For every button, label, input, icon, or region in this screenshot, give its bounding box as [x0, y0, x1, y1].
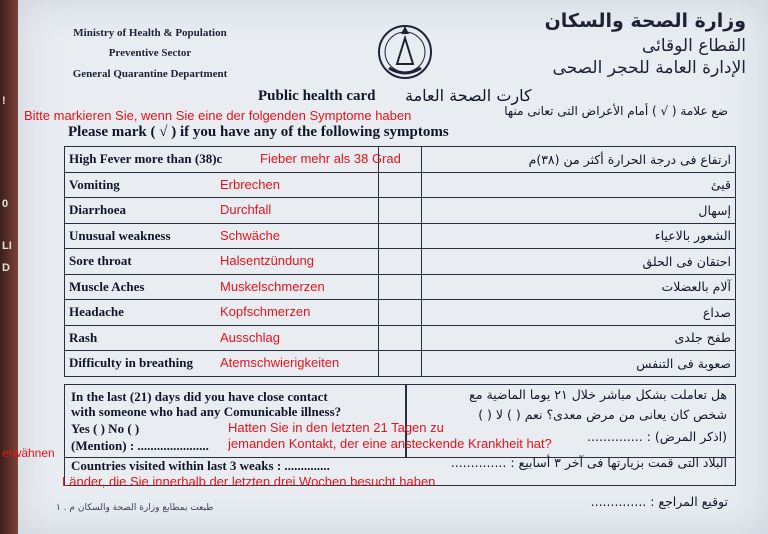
symptom-ar: قيئ [422, 172, 736, 198]
ministry-ar: وزارة الصحة والسكان [544, 10, 746, 32]
symptom-checkbox[interactable] [379, 325, 422, 351]
edge-text-3: LI [2, 240, 12, 252]
symptom-table [64, 146, 736, 377]
card-title-ar: كارت الصحة العامة [405, 86, 532, 105]
symptom-de: Erbrechen [220, 176, 280, 192]
symptom-row [65, 300, 736, 326]
symptom-row [65, 325, 736, 351]
ministry-logo-icon [375, 20, 435, 82]
card-title-en: Public health card [258, 88, 376, 104]
contact-question-de1: Hatten Sie in den letzten 21 Tagen zu [228, 420, 444, 435]
printer-footer: طبعت بمطابع وزارة الصحة والسكان م . ١ [56, 503, 214, 513]
symptom-row [65, 351, 736, 377]
symptom-ar: آلام بالعضلات [422, 274, 736, 300]
department-en: General Quarantine Department [72, 68, 228, 80]
symptom-ar: احتقان فى الحلق [422, 249, 736, 275]
symptom-ar: إسهال [422, 198, 736, 224]
contact-mention-field[interactable]: (Mention) : ...................... [71, 438, 209, 453]
instruction-en: Please mark ( √ ) if you have any of the following symptoms [68, 124, 449, 140]
edge-text-1: ! [2, 95, 6, 107]
symptom-row [65, 249, 736, 275]
countries-de: Länder, die Sie innerhalb der letzten drei Wochen besucht haben [62, 474, 436, 489]
symptom-en: Muscle Aches [69, 278, 145, 294]
symptom-checkbox[interactable] [379, 249, 422, 275]
symptom-row [65, 274, 736, 300]
edge-text-2: 0 [2, 198, 9, 210]
symptom-de: Halsentzündung [220, 253, 314, 268]
countries-ar: البلاد التى قمت بزيارتها فى آخر ٣ أسابيع : .............. [450, 455, 727, 470]
symptom-en: Unusual weakness [69, 227, 171, 243]
symptom-checkbox[interactable] [379, 351, 422, 377]
symptom-en: Vomiting [69, 176, 120, 192]
symptom-checkbox[interactable] [379, 172, 422, 198]
symptom-en: Difficulty in breathing [69, 355, 193, 371]
symptom-ar: صعوبة فى التنفس [422, 351, 736, 377]
sector-en: Preventive Sector [108, 47, 192, 59]
symptom-de: Ausschlag [220, 329, 280, 345]
symptom-ar: ارتفاع فى درجة الحرارة أكثر من (٣٨)م [422, 147, 736, 173]
symptom-ar: طفح جلدى [422, 325, 736, 351]
symptom-en: High Fever more than (38)c [69, 151, 223, 167]
contact-mention-ar: (اذكر المرض) : .............. [587, 429, 727, 444]
symptom-checkbox[interactable] [379, 198, 422, 224]
symptom-checkbox[interactable] [379, 223, 422, 249]
symptom-row [65, 147, 736, 173]
symptom-en: Rash [69, 329, 98, 345]
symptom-row [65, 223, 736, 249]
contact-question-ar2: شخص كان يعانى من مرض معدى؟ نعم ( ) لا ( ) [478, 407, 727, 422]
symptom-row [65, 198, 736, 224]
instruction-ar: ضع علامة ( √ ) أمام الأعراض التى تعانى منها [504, 104, 728, 118]
symptom-de: Kopfschmerzen [220, 304, 311, 319]
contact-mention-de: erwähnen [2, 446, 55, 460]
contact-question-de2: jemanden Kontakt, der eine ansteckende Krankheit hat? [228, 436, 552, 451]
sector-ar: القطاع الوقائى [641, 36, 746, 56]
symptom-de: Durchfall [220, 202, 272, 217]
symptom-row [65, 172, 736, 198]
symptom-ar: الشعور بالاعياء [422, 223, 736, 249]
contact-yes-no[interactable]: Yes ( ) No ( ) [71, 421, 140, 436]
contact-question-ar1: هل تعاملت بشكل مباشر خلال ٢١ يوما الماضية مع [469, 387, 727, 402]
symptom-en: Sore throat [69, 253, 132, 269]
symptom-de: Muskelschmerzen [220, 278, 325, 294]
symptom-en: Headache [69, 304, 124, 320]
ministry-en: Ministry of Health & Population [73, 27, 227, 39]
edge-text-4: D [2, 262, 10, 274]
symptom-checkbox[interactable] [379, 274, 422, 300]
department-ar: الإدارة العامة للحجر الصحى [552, 58, 746, 78]
contact-question-line1: In the last (21) days did you have close contact [71, 389, 328, 404]
contact-question-line2: with someone who had any Comunicable illness? [71, 404, 342, 419]
instruction-de: Bitte markieren Sie, wenn Sie eine der folgenden Symptome haben [24, 108, 412, 123]
symptom-de: Fieber mehr als 38 Grad [260, 151, 401, 166]
symptom-de: Atemschwierigkeiten [220, 355, 340, 370]
symptom-en: Diarrhoea [69, 202, 127, 218]
countries-en[interactable]: Countries visited within last 3 weaks : .............. [71, 458, 330, 473]
symptom-de: Schwäche [220, 227, 280, 243]
symptom-checkbox[interactable] [379, 300, 422, 326]
signature-field[interactable]: توقيع المراجع : .............. [590, 494, 728, 509]
symptom-ar: صداع [422, 300, 736, 326]
